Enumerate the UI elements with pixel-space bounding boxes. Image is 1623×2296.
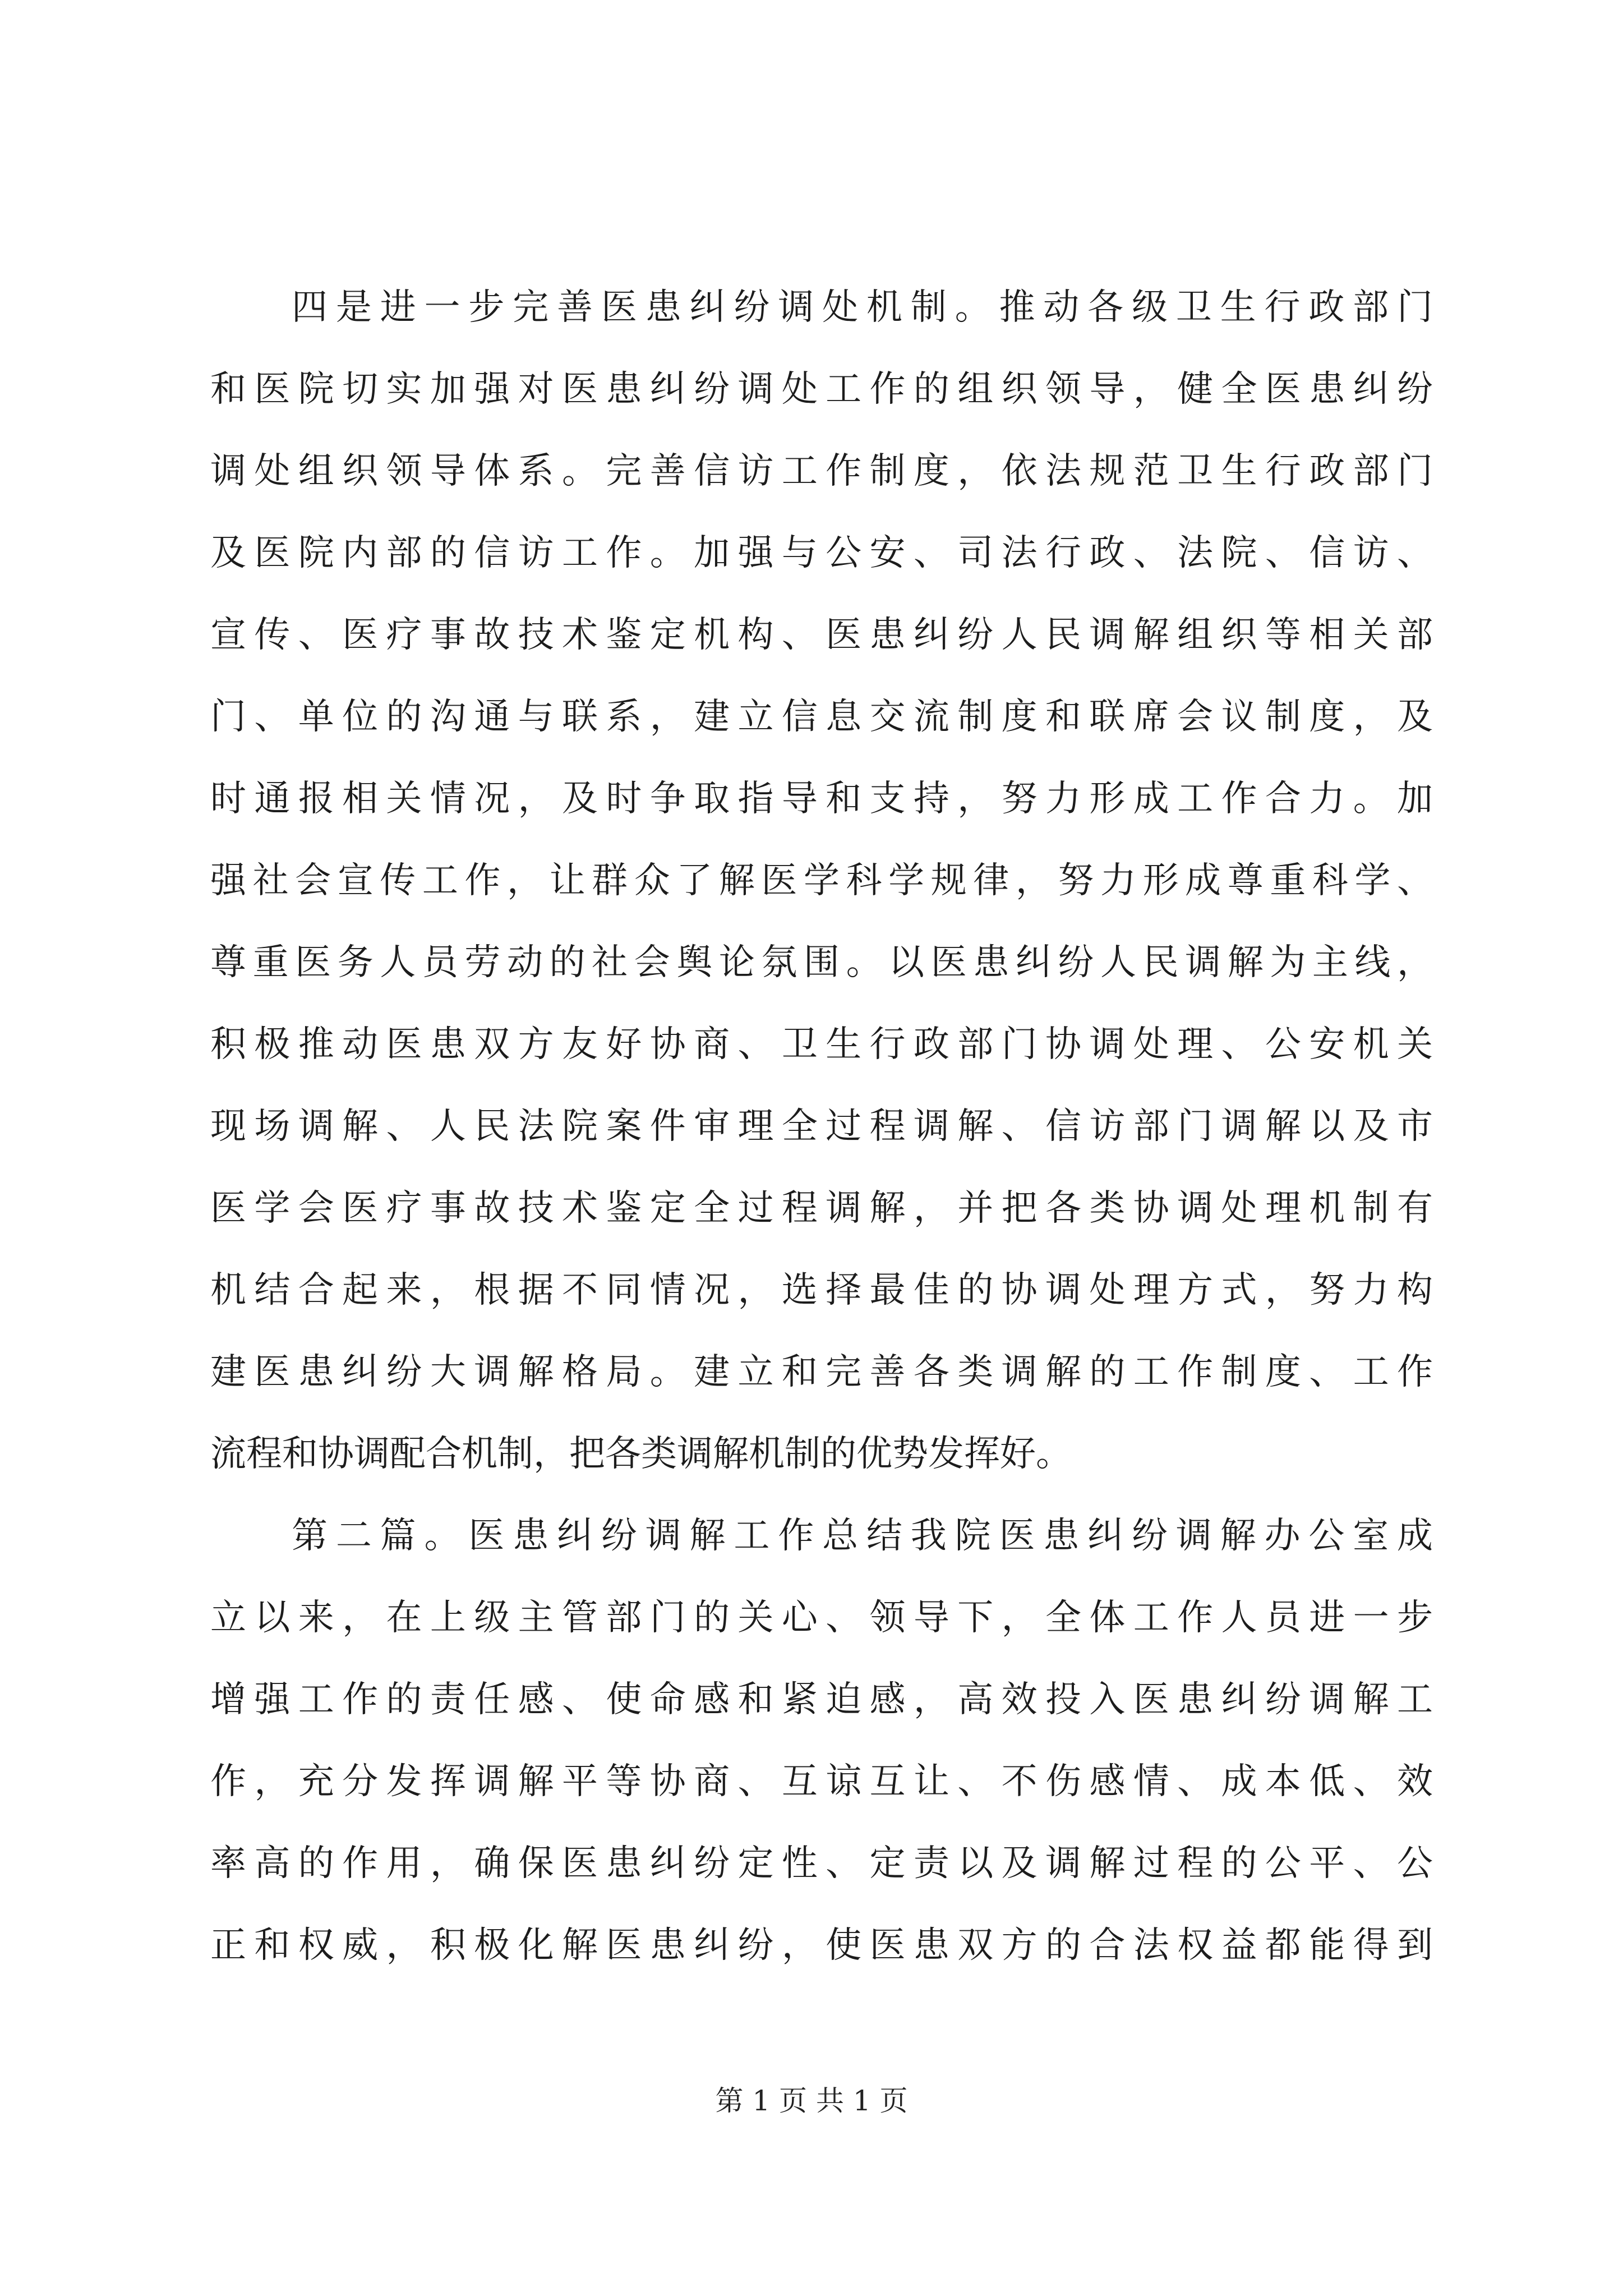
paragraph-1-line-2: 和医院切实加强对医患纠纷调处工作的组织领导，健全医患纠纷 <box>210 369 1433 410</box>
paragraph-1-line-10: 积极推动医患双方友好协商、卫生行政部门协调处理、公安机关 <box>210 1024 1433 1065</box>
paragraph-2-line-2: 立以来，在上级主管部门的关心、领导下，全体工作人员进一步 <box>210 1597 1433 1639</box>
paragraph-1-line-3: 调处组织领导体系。完善信访工作制度，依法规范卫生行政部门 <box>210 450 1433 492</box>
document-body <box>210 266 1433 1986</box>
page-number-footer: 第 1 页 共 1 页 <box>715 2085 908 2117</box>
paragraph-1-line-9: 尊重医务人员劳动的社会舆论氛围。以医患纠纷人民调解为主线， <box>210 942 1433 983</box>
paragraph-1-line-15: 流程和协调配合机制，把各类调解机制的优势发挥好。 <box>210 1433 1072 1475</box>
paragraph-1-line-12: 医学会医疗事故技术鉴定全过程调解，并把各类协调处理机制有 <box>210 1188 1433 1229</box>
paragraph-2-line-3: 增强工作的责任感、使命感和紧迫感，高效投入医患纠纷调解工 <box>210 1679 1433 1720</box>
paragraph-2-line-6: 正和权威，积极化解医患纠纷，使医患双方的合法权益都能得到 <box>210 1925 1433 1966</box>
paragraph-1-line-14: 建医患纠纷大调解格局。建立和完善各类调解的工作制度、工作 <box>210 1351 1433 1393</box>
paragraph-1-line-7: 时通报相关情况，及时争取指导和支持，努力形成工作合力。加 <box>210 778 1433 820</box>
paragraph-1-line-1: 四是进一步完善医患纠纷调处机制。推动各级卫生行政部门 <box>292 287 1433 328</box>
paragraph-1-line-13: 机结合起来，根据不同情况，选择最佳的协调处理方式，努力构 <box>210 1269 1433 1311</box>
paragraph-2-line-4: 作，充分发挥调解平等协商、互谅互让、不伤感情、成本低、效 <box>210 1761 1433 1802</box>
paragraph-1-line-6: 门、单位的沟通与联系，建立信息交流制度和联席会议制度，及 <box>210 696 1433 738</box>
paragraph-1-line-11: 现场调解、人民法院案件审理全过程调解、信访部门调解以及市 <box>210 1106 1433 1147</box>
paragraph-2-line-1: 第二篇。医患纠纷调解工作总结我院医患纠纷调解办公室成 <box>292 1515 1433 1557</box>
paragraph-2-line-5: 率高的作用，确保医患纠纷定性、定责以及调解过程的公平、公 <box>210 1843 1433 1884</box>
paragraph-1-line-8: 强社会宣传工作，让群众了解医学科学规律，努力形成尊重科学、 <box>210 860 1433 901</box>
paragraph-1-line-4: 及医院内部的信访工作。加强与公安、司法行政、法院、信访、 <box>210 532 1433 574</box>
paragraph-1-line-5: 宣传、医疗事故技术鉴定机构、医患纠纷人民调解组织等相关部 <box>210 614 1433 656</box>
